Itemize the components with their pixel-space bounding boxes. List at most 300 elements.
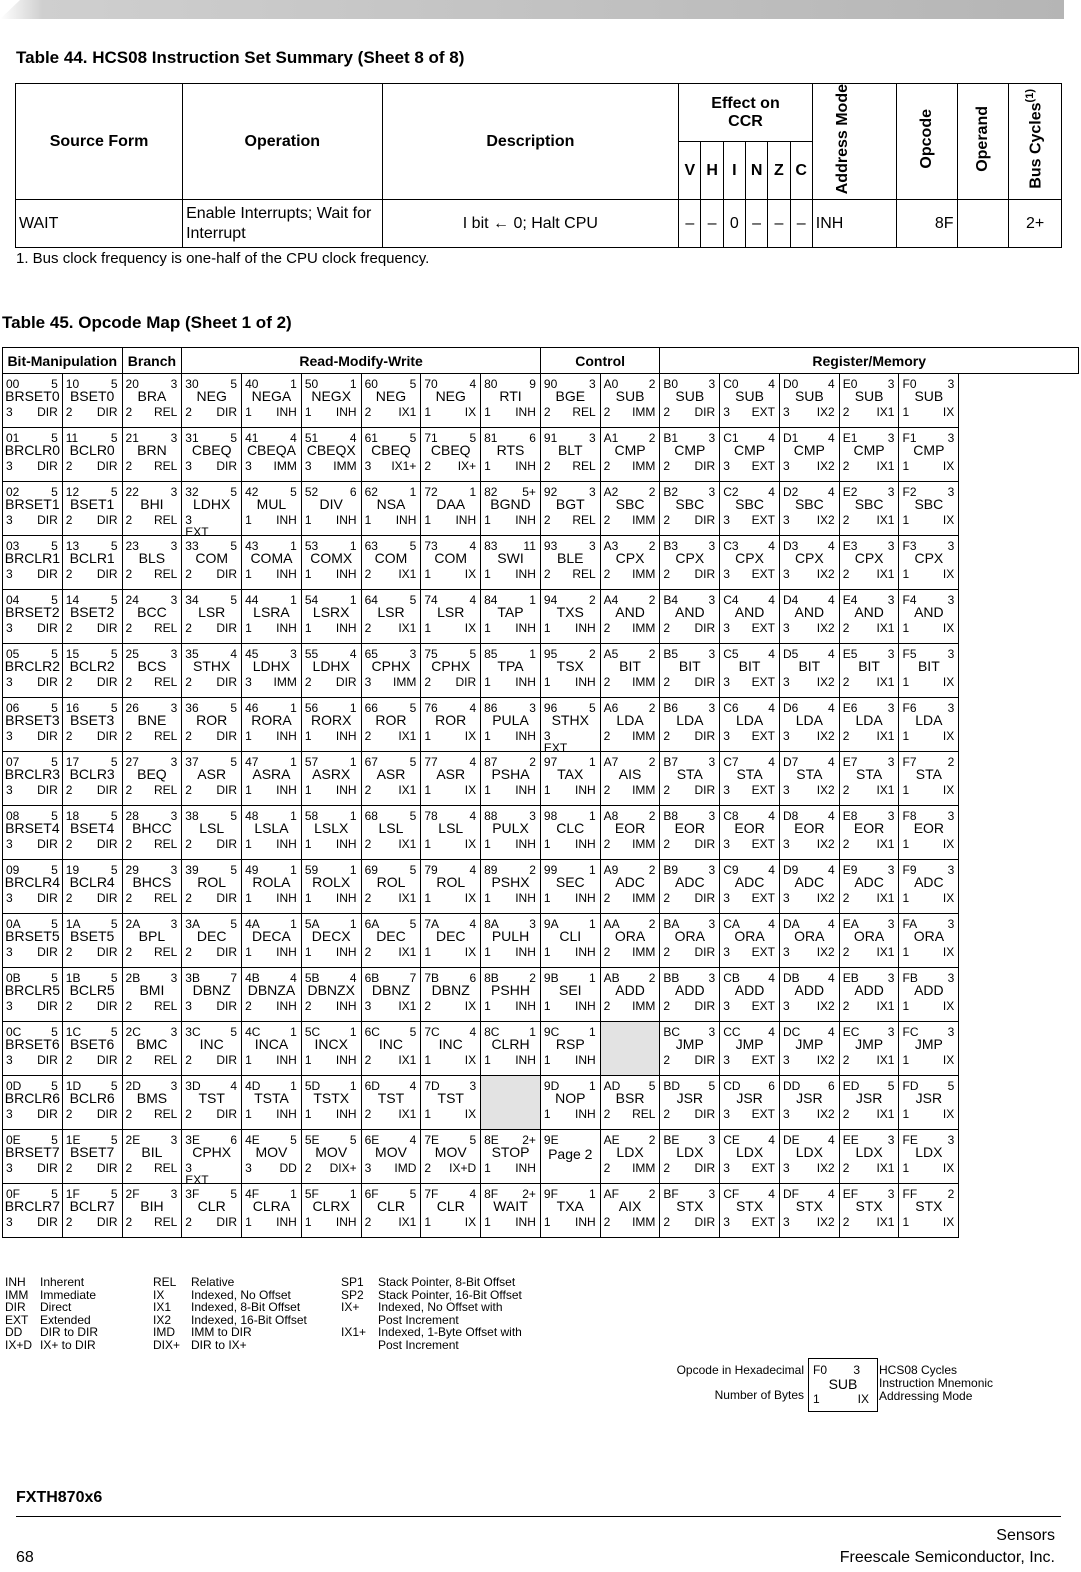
addr-mode: REL [153, 621, 178, 635]
opcode-cell [481, 968, 541, 1022]
addr-mode: INH [574, 837, 596, 851]
addr-mode: REL [632, 1107, 656, 1121]
cycles: 3 [887, 1187, 895, 1201]
mnemonic: BRSET3 [5, 712, 60, 728]
opcode-cell [540, 1184, 600, 1238]
cycles: 1 [349, 701, 357, 715]
opcode-cell [3, 1184, 63, 1238]
cycles: 2 [648, 539, 656, 553]
addr-mode: DIR [335, 675, 357, 689]
opcode-hex: 04 [6, 593, 20, 607]
mnemonic: DECX [311, 928, 351, 944]
empty-opcode-cell [600, 1022, 660, 1076]
opcode-cell [62, 968, 122, 1022]
cycles: 3 [887, 377, 895, 391]
bytes: 1 [245, 1215, 252, 1229]
bytes: 2 [125, 783, 133, 797]
cycles: 3 [887, 485, 895, 499]
opcode-map-table [2, 347, 1079, 1238]
addr-mode: INH [574, 891, 596, 905]
opcode-cell [899, 914, 959, 968]
cycles: 4 [768, 485, 775, 499]
cycles: 5 [51, 1025, 58, 1039]
bytes: 2 [663, 783, 671, 797]
cycles: 5 [887, 1079, 895, 1093]
addr-mode: IMM [273, 459, 297, 473]
addr-mode: IMM [273, 675, 297, 689]
addr-mode: DIR [694, 675, 716, 689]
mnemonic: TAX [557, 766, 584, 782]
mnemonic: SBC [854, 496, 884, 512]
opcode-hex: C7 [723, 755, 739, 769]
cycles: 3 [947, 593, 955, 607]
addr-mode: DIR [694, 405, 716, 419]
opcode-hex: 87 [484, 755, 498, 769]
opcode-hex: 3C [185, 1025, 201, 1039]
legend-desc: Stack Pointer, 8-Bit Offset [378, 1275, 516, 1289]
cycles: 5 [230, 1025, 238, 1039]
opcode-cell [720, 860, 780, 914]
cycles: 1 [349, 539, 357, 553]
mnemonic: TSTA [254, 1090, 289, 1106]
addr-mode: EXT [751, 945, 775, 959]
mnemonic: AND [734, 604, 765, 620]
mnemonic: COM [195, 550, 229, 566]
bytes: 2 [125, 945, 133, 959]
mnemonic: BRSET0 [5, 388, 60, 404]
opcode-cell [3, 428, 63, 482]
opcode-hex: 0D [6, 1079, 22, 1093]
opcode-cell [899, 968, 959, 1022]
addr-mode: REL [153, 567, 178, 581]
opcode-cell [301, 968, 361, 1022]
opcode-cell [839, 752, 899, 806]
bytes: 2 [364, 567, 372, 581]
row-address-mode: INH [812, 200, 896, 248]
opcode-cell [600, 752, 660, 806]
opcode-hex: 4D [245, 1079, 261, 1093]
bytes: 1 [902, 1107, 910, 1121]
opcode-cell [720, 1022, 780, 1076]
cycles: 4 [768, 431, 775, 445]
mnemonic: ASR [197, 766, 227, 782]
cycles: 3 [708, 917, 716, 931]
bytes: 1 [484, 675, 491, 689]
cycles: 4 [828, 917, 835, 931]
opcode-hex: 84 [484, 593, 498, 607]
mnemonic: EOR [734, 820, 765, 836]
opcode-hex: 01 [6, 431, 20, 445]
cycles: 4 [469, 539, 477, 553]
mnemonic: EOR [853, 820, 885, 836]
mnemonic: AIS [618, 766, 642, 782]
addr-mode: IX [464, 891, 477, 905]
opcode-cell [540, 374, 600, 428]
opcode-cell [779, 482, 839, 536]
cycles: 1 [349, 1025, 357, 1039]
mnemonic: STX [676, 1198, 704, 1214]
mnemonic: TXS [556, 604, 584, 620]
addr-mode: INH [276, 1053, 297, 1067]
cycles: 1 [290, 863, 297, 877]
mnemonic: BRCLR6 [4, 1090, 60, 1106]
opcode-cell [600, 1184, 660, 1238]
addr-mode: EXT [751, 1161, 775, 1175]
legend-desc: Direct [40, 1300, 72, 1314]
opcode-cell [899, 644, 959, 698]
mnemonic: BSET5 [69, 928, 115, 944]
addr-mode: INH [276, 729, 297, 743]
opcode-map-group-headers [3, 348, 1079, 374]
addr-mode: EXT [751, 891, 775, 905]
opcode-hex: 7D [424, 1079, 440, 1093]
addr-mode: DIR [37, 729, 58, 743]
opcode-hex: 3D [185, 1079, 201, 1093]
opcode-cell [122, 590, 182, 644]
cycles: 2 [648, 863, 656, 877]
opcode-hex: FB [902, 971, 918, 985]
opcode-hex: 83 [484, 539, 498, 553]
cycles: 5 [708, 1079, 716, 1093]
bytes: 2 [663, 675, 671, 689]
bytes: 3 [723, 999, 730, 1013]
legend-desc: Indexed, No Offset [191, 1287, 291, 1302]
cycles: 4 [409, 1133, 417, 1147]
cycles: 2 [648, 485, 656, 499]
cycles: 5 [51, 863, 58, 877]
addr-mode: IX [464, 729, 477, 743]
addr-mode: IMM [632, 837, 656, 851]
cycles: 3 [708, 755, 716, 769]
legend-abbr: SP2 [341, 1287, 364, 1302]
opcode-cell [600, 1076, 660, 1130]
opcode-cell [421, 1022, 481, 1076]
table-row [3, 482, 1079, 536]
opcode-hex: 5B [304, 971, 320, 985]
addr-mode: IX1 [876, 459, 895, 473]
cycles: 2 [529, 755, 536, 769]
bytes: 1 [902, 891, 910, 905]
addr-mode: IX1 [398, 891, 417, 905]
mnemonic: STOP [491, 1144, 530, 1160]
opcode-hex: EC [842, 1025, 860, 1039]
mnemonic: ADC [854, 874, 884, 890]
mnemonic: AND [615, 604, 645, 620]
opcode-hex: C0 [723, 377, 739, 391]
opcode-hex: B1 [663, 431, 679, 445]
cycles: 3 [947, 917, 955, 931]
opcode-hex: 4E [245, 1133, 260, 1147]
opcode-hex: DE [782, 1133, 800, 1147]
addr-mode: IX1 [876, 837, 895, 851]
opcode-hex: DD [782, 1079, 801, 1093]
mnemonic: SEC [555, 874, 585, 890]
cycles: 3 [170, 1187, 178, 1201]
opcode-cell [242, 428, 302, 482]
opcode-hex: 5F [304, 1187, 319, 1201]
opcode-hex: BA [663, 917, 680, 931]
header-address-mode [812, 84, 896, 200]
mnemonic: CPX [615, 550, 645, 566]
bytes: 1 [304, 1215, 312, 1229]
bytes: 3 [185, 459, 192, 473]
mnemonic: BGE [555, 388, 586, 404]
opcode-cell [242, 1184, 302, 1238]
bytes: 2 [663, 459, 671, 473]
opcode-cell [361, 698, 421, 752]
opcode-hex: 43 [245, 539, 259, 553]
opcode-cell [720, 914, 780, 968]
opcode-hex: 79 [424, 863, 438, 877]
addr-mode: DIR [96, 567, 118, 581]
addr-mode: INH [515, 891, 536, 905]
table-row [3, 1130, 1079, 1184]
bytes: 1 [424, 729, 432, 743]
legend-desc: Inherent [40, 1275, 85, 1289]
bytes: 2 [663, 1107, 671, 1121]
opcode-hex: AB [603, 971, 620, 985]
bytes: 3 [723, 783, 730, 797]
opcode-hex: 0E [6, 1133, 21, 1147]
mnemonic: AND [854, 604, 884, 620]
bytes: 3 [6, 1107, 13, 1121]
cycles: 2 [648, 593, 656, 607]
bytes: 2 [663, 405, 671, 419]
opcode-cell [421, 698, 481, 752]
addr-mode: IX [942, 837, 955, 851]
cycles: 3 [947, 971, 955, 985]
mnemonic: ADD [914, 982, 944, 998]
addr-mode: IX1 [876, 783, 895, 797]
bytes: 2 [125, 567, 133, 581]
bytes: 2 [603, 999, 611, 1013]
mnemonic: SWI [497, 550, 524, 566]
mnemonic: ORA [913, 928, 945, 944]
opcode-cell [779, 752, 839, 806]
addr-mode: DIR [216, 621, 238, 635]
group-header: Bit-Manipulation [3, 348, 123, 374]
opcode-cell [361, 1076, 421, 1130]
opcode-cell [182, 590, 242, 644]
addr-mode: IX [942, 459, 955, 473]
addr-mode: IX1 [876, 513, 895, 527]
row-source-form: WAIT [16, 200, 183, 248]
opcode-cell [540, 698, 600, 755]
bytes: 3 [723, 1053, 730, 1067]
opcode-cell [182, 374, 242, 428]
opcode-cell [839, 374, 899, 428]
header-operation: Operation [183, 84, 382, 200]
legend-abbr: IX+ [341, 1300, 360, 1314]
cycles: 5 [409, 377, 417, 391]
addr-mode: INH [276, 891, 297, 905]
mnemonic: NEGX [311, 388, 352, 404]
addr-mode: IMM [632, 999, 656, 1013]
opcode-cell [481, 590, 541, 644]
addr-mode: IMM [632, 405, 656, 419]
cycles: 5 [110, 809, 118, 823]
opcode-cell [3, 1076, 63, 1130]
addr-mode: IX2 [816, 837, 835, 851]
opcode-cell [899, 806, 959, 860]
opcode-cell [540, 428, 600, 482]
mnemonic: RTI [499, 388, 522, 404]
opcode-hex: 90 [543, 377, 558, 391]
opcode-cell [600, 860, 660, 914]
bytes: 3 [364, 675, 372, 689]
opcode-hex: 57 [304, 755, 319, 769]
bytes: 2 [663, 999, 671, 1013]
mnemonic: STA [796, 766, 823, 782]
flag-c: C [790, 142, 812, 200]
addr-mode: REL [153, 675, 178, 689]
addr-mode: IX [464, 999, 477, 1013]
opcode-hex: A8 [603, 809, 619, 823]
bytes: 2 [125, 837, 133, 851]
opcode-hex: 07 [6, 755, 20, 769]
addr-mode: INH [335, 1215, 357, 1229]
opcode-cell [779, 1130, 839, 1184]
opcode-cell [182, 1184, 242, 1238]
mnemonic: ROL [436, 874, 466, 890]
row-flag-z: – [768, 200, 790, 248]
mnemonic: CLRX [312, 1198, 350, 1214]
addr-mode: IX [942, 729, 955, 743]
opcode-cell [182, 860, 242, 914]
mnemonic: BSET4 [69, 820, 115, 836]
mnemonic: JMP [914, 1036, 943, 1052]
addr-mode: IX1 [876, 729, 895, 743]
mnemonic: SUB [914, 388, 944, 404]
opcode-cell [182, 1076, 242, 1130]
bytes: 1 [902, 1161, 910, 1175]
opcode-hex: 15 [65, 647, 80, 661]
bytes: 3 [6, 729, 13, 743]
mnemonic: TAP [497, 604, 524, 620]
bytes: 1 [424, 567, 432, 581]
bytes: 2 [185, 567, 192, 581]
opcode-hex: 4B [245, 971, 260, 985]
mnemonic: PULX [492, 820, 529, 836]
opcode-cell [600, 806, 660, 860]
bytes: 2 [663, 567, 671, 581]
bytes: 2 [65, 405, 73, 419]
mnemonic: BSET2 [69, 604, 115, 620]
bytes: 2 [543, 405, 551, 419]
opcode-hex: 73 [424, 539, 438, 553]
opcode-hex: 70 [424, 377, 438, 391]
mnemonic: LDA [735, 712, 764, 728]
bytes: 1 [543, 1107, 551, 1121]
cycles: 2+ [522, 1187, 536, 1201]
opcode-cell [600, 644, 660, 698]
opcode-cell [779, 536, 839, 590]
addr-mode: DIR [216, 1107, 238, 1121]
opcode-cell [421, 1076, 481, 1130]
addr-mode: DIR [694, 729, 716, 743]
bytes: 3 [782, 621, 790, 635]
bytes: 2 [65, 621, 73, 635]
mnemonic: CLRH [491, 1036, 530, 1052]
addr-mode: DIR [694, 891, 716, 905]
cycles: 4 [768, 1025, 775, 1039]
mnemonic: DIV [319, 496, 343, 512]
addr-mode: IX [942, 675, 955, 689]
opcode-hex: AD [603, 1079, 621, 1093]
opcode-cell [660, 1076, 720, 1130]
legend-desc: Indexed, No Offset with [378, 1300, 503, 1314]
bytes: 2 [125, 1107, 133, 1121]
opcode-cell [361, 644, 421, 698]
legend-abbr: DD [5, 1325, 23, 1339]
bytes: 1 [424, 621, 432, 635]
mnemonic: COMX [310, 550, 353, 566]
bytes: 2 [364, 837, 372, 851]
legend-desc: Relative [191, 1275, 235, 1289]
opcode-hex: 48 [245, 809, 259, 823]
bytes: 1 [304, 1107, 312, 1121]
addr-mode: INH [574, 945, 596, 959]
opcode-cell [540, 644, 600, 698]
opcode-cell [421, 428, 481, 482]
cycles: 4 [828, 647, 835, 661]
cycles: 6 [828, 1079, 835, 1093]
legend-desc: Stack Pointer, 16-Bit Offset [378, 1287, 522, 1302]
addr-mode: DIX+ [329, 1161, 357, 1175]
addr-mode: INH [515, 783, 536, 797]
opcode-cell [361, 1184, 421, 1238]
cycles: 4 [349, 971, 357, 985]
mnemonic: DBNZ [431, 982, 470, 998]
cycles: 5 [51, 809, 58, 823]
cycles: 5 [230, 593, 238, 607]
legend-item [341, 1339, 522, 1352]
cycles: 1 [588, 1187, 596, 1201]
cycles: 3 [708, 539, 716, 553]
opcode-hex: E0 [842, 377, 858, 391]
addr-mode: DIR [216, 1215, 238, 1229]
opcode-cell [122, 1076, 182, 1130]
bytes: 1 [304, 621, 312, 635]
bytes: 3 [6, 1053, 13, 1067]
addr-mode: DIR [96, 405, 118, 419]
bytes: 1 [543, 783, 551, 797]
bytes: 2 [65, 1215, 73, 1229]
mnemonic: LDHX [312, 658, 350, 674]
bytes: 3 [782, 513, 790, 527]
bytes: 2 [603, 675, 611, 689]
mnemonic: INC [378, 1036, 404, 1052]
mnemonic: JSR [915, 1090, 943, 1106]
addr-mode: IX [942, 513, 955, 527]
table-row [3, 752, 1079, 806]
addr-mode: INH [335, 729, 357, 743]
opcode-map-body [3, 374, 1079, 1238]
addr-mode: IX1 [876, 1107, 895, 1121]
cycles: 5 [409, 539, 417, 553]
bytes: 1 [424, 513, 432, 527]
bytes: 3 [782, 837, 790, 851]
bytes: 1 [245, 783, 252, 797]
cycles: 1 [290, 809, 297, 823]
addr-mode: INH [574, 621, 596, 635]
bytes: 1 [424, 945, 432, 959]
opcode-cell [720, 968, 780, 1022]
bus-cycles-label [1024, 89, 1045, 189]
bytes: 3 [245, 459, 252, 473]
cycles: 3 [887, 701, 895, 715]
cycles: 1 [588, 863, 596, 877]
